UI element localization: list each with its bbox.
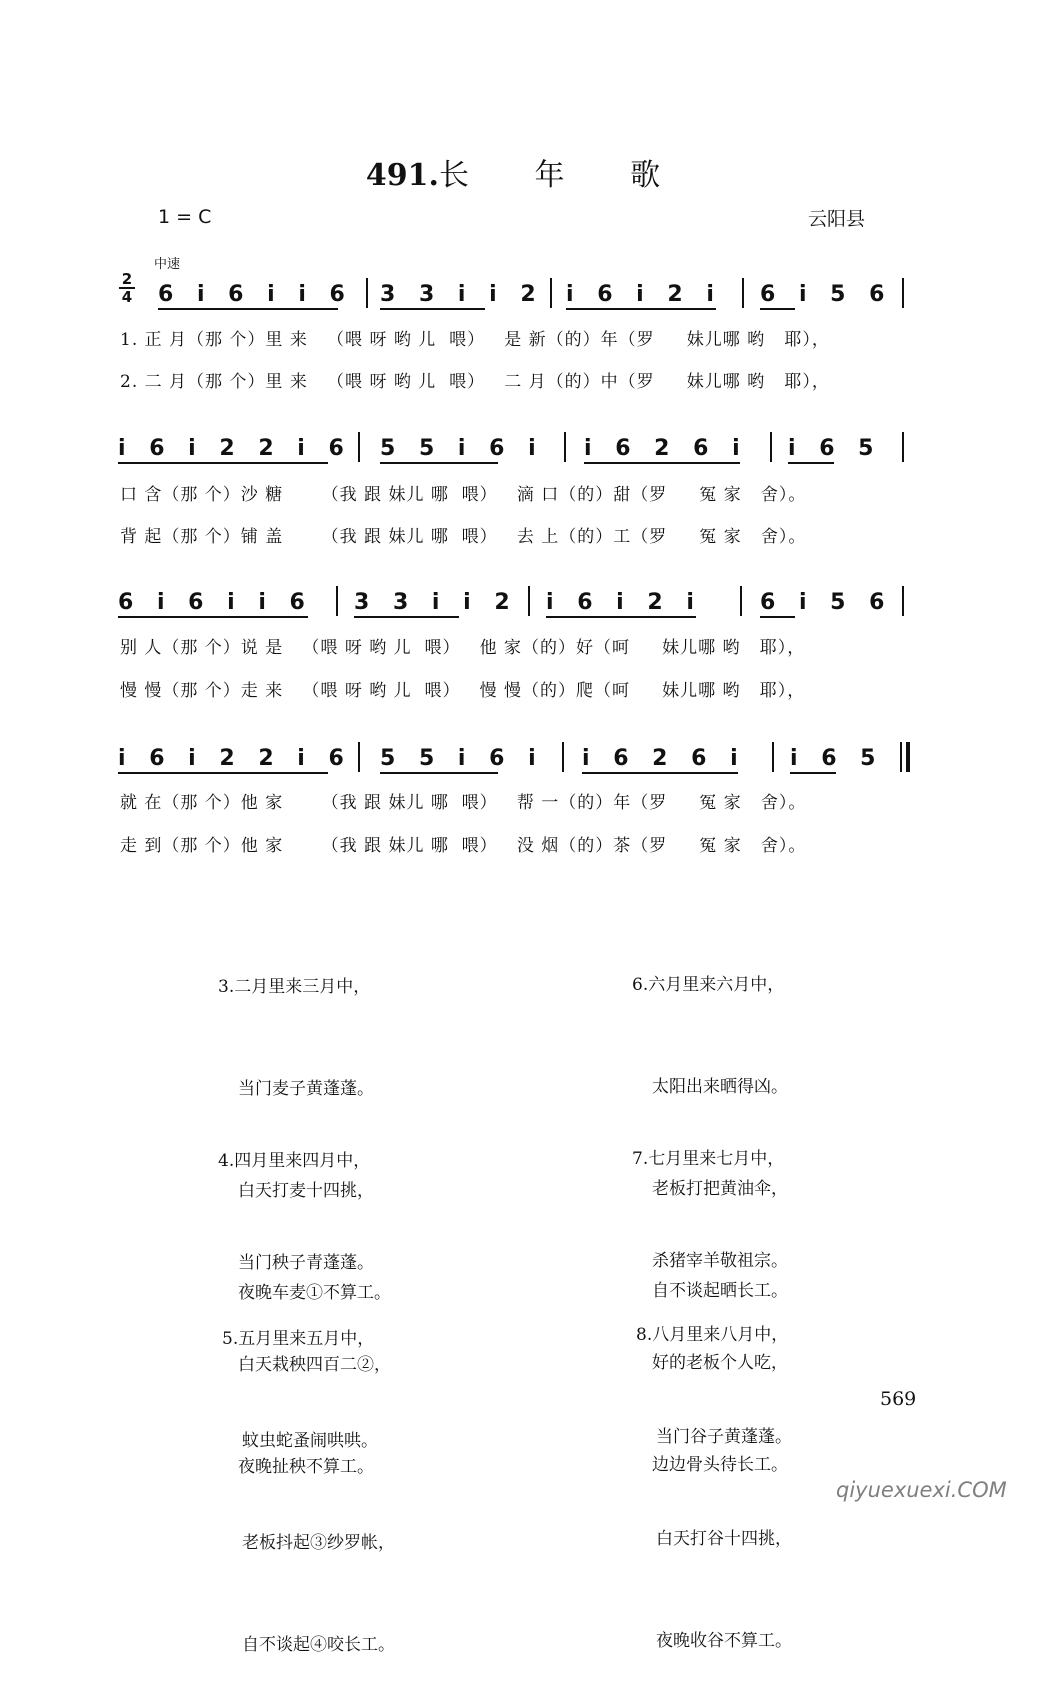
verse-line: 夜晚扯秧不算工。 bbox=[238, 1457, 374, 1477]
measure-notes: i 6 2 6 i bbox=[584, 436, 748, 461]
barline bbox=[900, 742, 902, 772]
final-barline bbox=[906, 742, 910, 772]
barline bbox=[902, 432, 904, 462]
verse-line: 好的老板个人吃， bbox=[652, 1353, 788, 1373]
barline bbox=[358, 742, 360, 772]
lyric-line: 口 含（那 个）沙 糖 （我 跟 妹儿 哪 喂） 滴 口（的）甜（罗 冤 家 舍）。 bbox=[120, 485, 807, 505]
barline bbox=[770, 432, 772, 462]
barline bbox=[740, 586, 742, 616]
verse-line: 老板抖起③纱罗帐， bbox=[242, 1533, 395, 1553]
barline bbox=[902, 586, 904, 616]
verse-line: 老板打把黄油伞， bbox=[652, 1179, 788, 1199]
measure-notes: 6 i 6 i i 6 bbox=[118, 590, 313, 615]
barline bbox=[550, 278, 552, 308]
notation-system-4 bbox=[118, 740, 908, 780]
barline bbox=[336, 586, 338, 616]
time-signature-bottom: 4 bbox=[121, 288, 133, 306]
notation-system-3 bbox=[118, 584, 908, 624]
measure-notes: 5 5 i 6 i bbox=[380, 436, 544, 461]
lyric-line: 就 在（那 个）他 家 （我 跟 妹儿 哪 喂） 帮 一（的）年（罗 冤 家 舍）。 bbox=[120, 793, 807, 813]
song-name: 长 年 歌 bbox=[439, 158, 689, 193]
region-label: 云阳县 bbox=[808, 208, 866, 230]
verse-line: 边边骨头待长工。 bbox=[652, 1455, 788, 1475]
lyric-line: 2. 二 月（那 个）里 来 （喂 呀 哟 儿 喂） 二 月（的）中（罗 妹儿哪 哟 耶）， bbox=[120, 372, 830, 392]
verse-block bbox=[222, 1254, 395, 1696]
measure-notes: i 6 5 bbox=[790, 746, 884, 771]
barline bbox=[528, 586, 530, 616]
lyric-line: 别 人（那 个）说 是 （喂 呀 哟 儿 喂） 他 家（的）好（呵 妹儿哪 哟 耶）， bbox=[120, 638, 806, 658]
verse-line: 4.四月里来四月中， bbox=[218, 1151, 371, 1171]
verse-block bbox=[636, 1250, 792, 1692]
verse-line: 自不谈起④咬长工。 bbox=[242, 1635, 395, 1655]
key-signature: 1 = C bbox=[158, 206, 212, 228]
verse-line: 当门麦子黄蓬蓬。 bbox=[238, 1079, 374, 1099]
verse-line: 5.五月里来五月中， bbox=[222, 1329, 375, 1349]
barline bbox=[742, 278, 744, 308]
verse-line: 夜晚车麦①不算工。 bbox=[238, 1283, 391, 1303]
barline bbox=[564, 432, 566, 462]
lyric-line: 背 起（那 个）铺 盖 （我 跟 妹儿 哪 喂） 去 上（的）工（罗 冤 家 舍）。 bbox=[120, 527, 807, 547]
verse-line: 当门谷子黄蓬蓬。 bbox=[656, 1427, 792, 1447]
measure-notes: 3 3 i i 2 bbox=[354, 590, 518, 615]
verse-line: 夜晚收谷不算工。 bbox=[656, 1631, 792, 1651]
verse-line: 3.二月里来三月中， bbox=[218, 977, 371, 997]
verse-line: 7.七月里来七月中， bbox=[632, 1149, 785, 1169]
notation-system-1 bbox=[118, 276, 908, 316]
lyric-line: 1. 正 月（那 个）里 来 （喂 呀 哟 儿 喂） 是 新（的）年（罗 妹儿哪 哟 耶）， bbox=[120, 330, 830, 350]
barline bbox=[902, 278, 904, 308]
barline bbox=[772, 742, 774, 772]
measure-notes: i 6 i 2 i bbox=[566, 282, 722, 307]
measure-notes: 3 3 i i 2 bbox=[380, 282, 544, 307]
watermark: qiyuexuexi.COM bbox=[836, 1478, 1007, 1502]
verse-line: 白天打麦十四挑， bbox=[238, 1181, 374, 1201]
measure-notes: 6 i 6 i i 6 bbox=[158, 282, 353, 307]
tempo-marking: 中速 bbox=[154, 257, 181, 272]
verse-line: 8.八月里来八月中， bbox=[636, 1325, 789, 1345]
measure-notes: i 6 i 2 i bbox=[546, 590, 702, 615]
verse-line: 白天栽秧四百二②， bbox=[238, 1355, 391, 1375]
verse-line: 杀猪宰羊敬祖宗。 bbox=[652, 1251, 788, 1271]
song-number: 491. bbox=[365, 158, 439, 193]
lyric-line: 慢 慢（那 个）走 来 （喂 呀 哟 儿 喂） 慢 慢（的）爬（呵 妹儿哪 哟 耶）， bbox=[120, 681, 806, 701]
measure-notes: 5 5 i 6 i bbox=[380, 746, 544, 771]
notation-system-2 bbox=[118, 430, 908, 470]
barline bbox=[562, 742, 564, 772]
verse-line: 6.六月里来六月中， bbox=[632, 975, 785, 995]
verse-line: 当门秧子青蓬蓬。 bbox=[238, 1253, 374, 1273]
barline bbox=[358, 432, 360, 462]
measure-notes: i 6 2 6 i bbox=[582, 746, 746, 771]
measure-notes: 6 i 5 6 bbox=[760, 282, 893, 307]
verse-line: 白天打谷十四挑， bbox=[656, 1529, 792, 1549]
barline bbox=[366, 278, 368, 308]
verse-line: 自不谈起晒长工。 bbox=[652, 1281, 788, 1301]
measure-notes: i 6 5 bbox=[788, 436, 882, 461]
verse-line: 蚊虫蛇蚤闹哄哄。 bbox=[242, 1431, 378, 1451]
measure-notes: i 6 i 2 2 i 6 bbox=[118, 746, 352, 771]
lyric-line: 走 到（那 个）他 家 （我 跟 妹儿 哪 喂） 没 烟（的）茶（罗 冤 家 舍）。 bbox=[120, 836, 807, 856]
song-title bbox=[0, 150, 1054, 194]
measure-notes: i 6 i 2 2 i 6 bbox=[118, 436, 352, 461]
time-signature-top: 2 bbox=[121, 270, 133, 288]
measure-notes: 6 i 5 6 bbox=[760, 590, 893, 615]
page-number: 569 bbox=[880, 1388, 917, 1410]
verse-line: 太阳出来晒得凶。 bbox=[652, 1077, 788, 1097]
